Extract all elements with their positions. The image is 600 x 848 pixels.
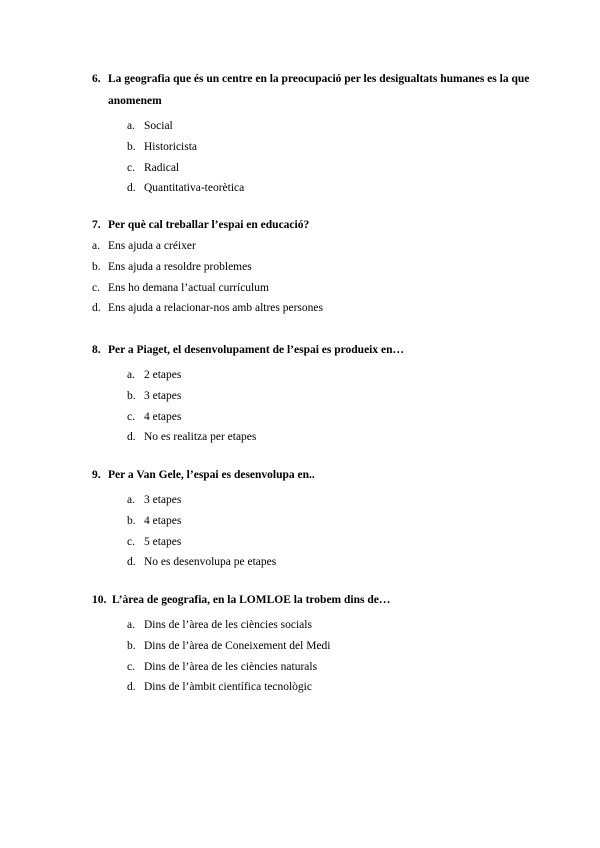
option-text: 3 etapes: [144, 389, 182, 402]
question-8: [92, 339, 542, 448]
option-text: Dins de l’àmbit científica tecnològic: [144, 681, 312, 694]
question-7-options: [92, 236, 542, 319]
option-letter: c.: [127, 161, 135, 174]
option-text: Social: [144, 120, 173, 132]
option-c: [92, 407, 542, 428]
question-9-options: [92, 490, 542, 573]
option-letter: a.: [127, 619, 135, 631]
option-text: Ens ajuda a resoldre problemes: [108, 260, 252, 273]
option-text: 4 etapes: [144, 514, 182, 527]
option-letter: d.: [127, 681, 136, 694]
option-text: No es realitza per etapes: [144, 431, 257, 444]
option-a: [92, 236, 542, 257]
question-text: La geografia que és un centre en la preocupació per les desigualtats humanes es la que anomenem: [108, 73, 530, 107]
question-number: 9.: [92, 469, 101, 481]
question-text: Per a Piaget, el desenvolupament de l’espai es produeix en…: [108, 344, 405, 356]
option-text: Dins de l’àrea de les ciències naturals: [144, 660, 318, 673]
option-d: [92, 552, 542, 573]
option-letter: c.: [92, 281, 100, 294]
option-letter: a.: [127, 369, 135, 381]
option-letter: d.: [127, 431, 136, 444]
option-letter: c.: [127, 410, 135, 423]
question-number: 10.: [92, 594, 107, 606]
option-b: [92, 636, 542, 657]
option-text: Dins de l’àrea de les ciències socials: [144, 619, 312, 631]
option-text: 5 etapes: [144, 535, 182, 548]
option-text: 2 etapes: [144, 369, 182, 381]
option-text: Ens ajuda a relacionar-nos amb altres persones: [108, 302, 323, 315]
option-letter: d.: [127, 556, 136, 569]
question-9: [92, 464, 542, 573]
question-number: 7.: [92, 219, 101, 231]
question-10-options: [92, 615, 542, 698]
question-text: Per què cal treballar l’espai en educació?: [108, 219, 310, 231]
option-a: [92, 615, 542, 636]
question-text: Per a Van Gele, l’espai es desenvolupa en..: [108, 469, 315, 481]
option-c: [92, 278, 542, 299]
option-d: [92, 677, 542, 698]
option-text: Historicista: [144, 140, 198, 153]
question-7: [92, 214, 542, 236]
option-letter: a.: [127, 494, 135, 506]
question-8-options: [92, 365, 542, 448]
option-text: Radical: [144, 161, 180, 174]
option-letter: a.: [92, 240, 100, 252]
question-text: L’àrea de geografia, en la LOMLOE la trobem dins de…: [112, 594, 391, 606]
option-letter: b.: [127, 140, 136, 153]
option-letter: b.: [92, 260, 101, 273]
question-8-title: [92, 339, 542, 361]
option-b: [92, 386, 542, 407]
option-a: [92, 116, 542, 137]
question-9-title: [92, 464, 542, 486]
option-b: [92, 257, 542, 278]
option-text: Quantitativa-teorètica: [144, 182, 245, 195]
option-text: No es desenvolupa pe etapes: [144, 556, 277, 569]
question-6: [92, 68, 542, 199]
question-7-title: [92, 214, 542, 236]
option-c: [92, 657, 542, 678]
option-b: [92, 137, 542, 158]
question-number: 8.: [92, 344, 101, 356]
option-d: [92, 427, 542, 448]
option-letter: b.: [127, 514, 136, 527]
question-number: 6.: [92, 73, 101, 85]
question-10-title: [92, 589, 542, 611]
option-a: [92, 490, 542, 511]
option-d: [92, 178, 542, 199]
option-d: [92, 298, 542, 319]
option-a: [92, 365, 542, 386]
option-b: [92, 511, 542, 532]
option-letter: d.: [127, 182, 136, 195]
option-text: 4 etapes: [144, 410, 182, 423]
option-c: [92, 158, 542, 179]
option-letter: c.: [127, 535, 135, 548]
option-c: [92, 532, 542, 553]
option-letter: b.: [127, 639, 136, 652]
option-letter: a.: [127, 120, 135, 132]
option-text: Ens ajuda a créixer: [108, 240, 196, 252]
question-10: [92, 589, 542, 698]
question-6-title: [92, 68, 542, 112]
question-6-options: [92, 116, 542, 199]
option-text: Ens ho demana l’actual currículum: [108, 281, 269, 294]
option-text: 3 etapes: [144, 494, 182, 506]
option-text: Dins de l’àrea de Coneixement del Medi: [144, 639, 331, 652]
option-letter: d.: [92, 302, 101, 315]
option-letter: c.: [127, 660, 135, 673]
option-letter: b.: [127, 389, 136, 402]
